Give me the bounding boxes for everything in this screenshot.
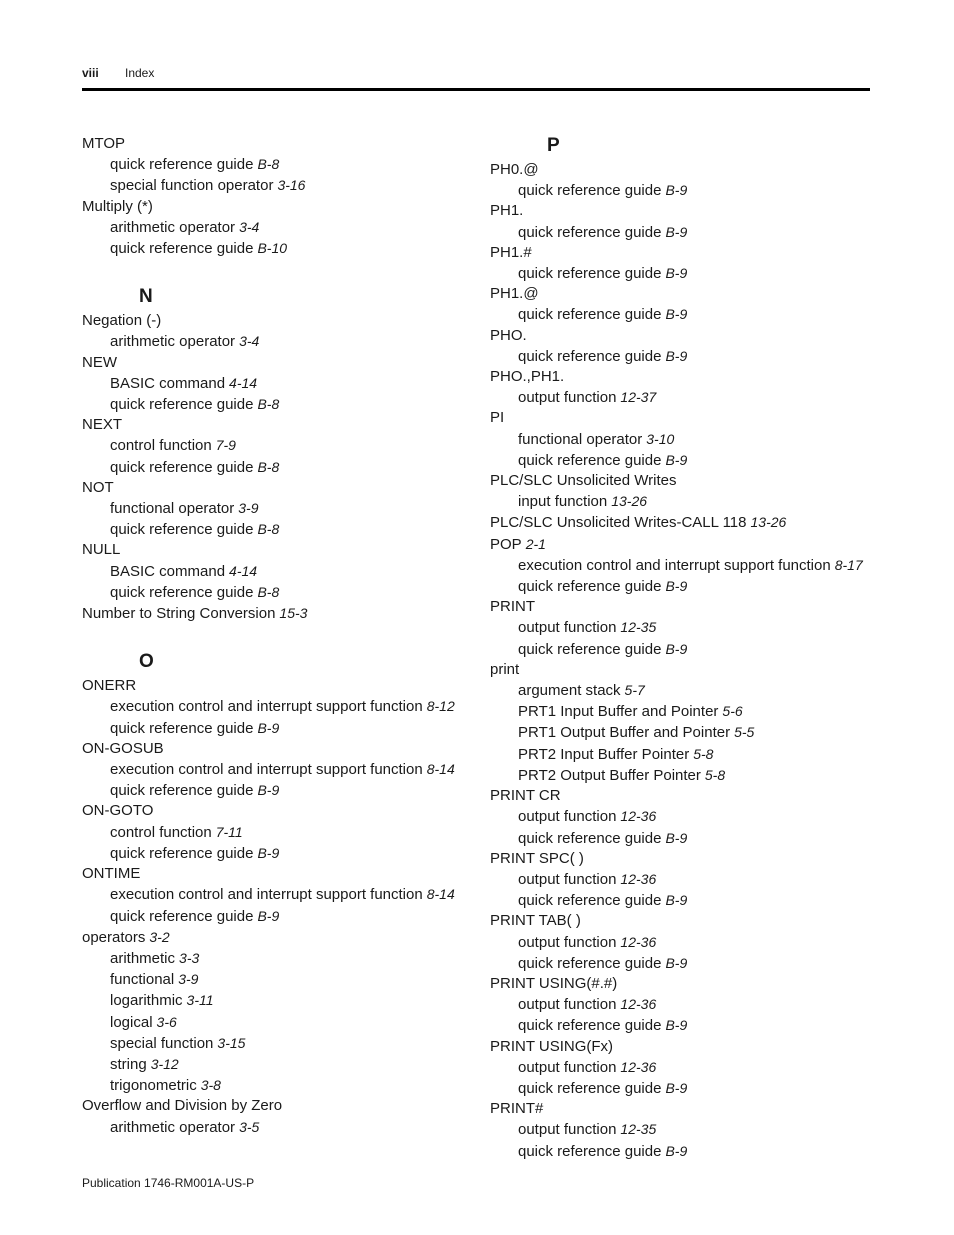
- page-reference-link[interactable]: B-8: [257, 521, 280, 538]
- page-reference-link[interactable]: 3-12: [150, 1055, 179, 1072]
- index-letter-heading: P: [547, 135, 560, 156]
- page-reference-link[interactable]: 12-36: [620, 933, 657, 950]
- index-entry: [82, 353, 482, 373]
- index-term: PRT1 Input Buffer and Pointer: [518, 703, 719, 721]
- index-entry: [490, 512, 870, 533]
- index-entry: [490, 1099, 870, 1119]
- page-reference-link[interactable]: 3-4: [239, 333, 260, 350]
- index-term: BASIC command: [110, 562, 226, 580]
- index-term: print: [490, 660, 520, 678]
- index-subentry: [82, 457, 482, 478]
- index-term: execution control and interrupt support function: [110, 886, 423, 904]
- index-entry: [490, 849, 870, 869]
- index-subentry: [490, 1141, 870, 1162]
- index-term: logical: [110, 1013, 153, 1031]
- index-term: special function operator: [110, 177, 274, 195]
- index-term: quick reference guide: [110, 719, 254, 737]
- page-reference-link[interactable]: 12-36: [620, 870, 657, 887]
- index-term: quick reference guide: [518, 640, 662, 658]
- index-subentry: [82, 822, 482, 843]
- index-term: arithmetic: [110, 949, 176, 967]
- page-reference-link[interactable]: B-9: [665, 306, 688, 323]
- index-subentry: [82, 1012, 482, 1033]
- index-entry: [82, 864, 482, 884]
- index-term: PRINT USING(Fx): [490, 1037, 614, 1055]
- page-reference-link[interactable]: B-9: [665, 954, 688, 971]
- index-term: POP: [490, 535, 522, 553]
- index-entry: [490, 408, 870, 428]
- index-entry: [82, 1096, 482, 1116]
- index-entry: [490, 160, 870, 180]
- index-term: quick reference guide: [110, 844, 254, 862]
- index-term: quick reference guide: [518, 451, 662, 469]
- index-entry: [490, 201, 870, 221]
- index-term: execution control and interrupt support function: [518, 556, 831, 574]
- index-term: ON-GOSUB: [82, 739, 164, 757]
- page-reference-link[interactable]: 5-8: [704, 766, 726, 783]
- index-term: PRINT CR: [490, 787, 561, 805]
- page-reference-link[interactable]: 3-9: [238, 500, 259, 517]
- index-term: argument stack: [518, 682, 621, 700]
- index-term: output function: [518, 933, 617, 951]
- index-term: execution control and interrupt support function: [110, 698, 423, 716]
- index-subentry: [82, 373, 482, 394]
- page-reference-link[interactable]: B-9: [665, 1142, 688, 1159]
- index-entry: [490, 284, 870, 304]
- index-term: PRINT USING(#.#): [490, 974, 618, 992]
- index-term: PRINT: [490, 598, 535, 616]
- index-term: output function: [518, 1121, 617, 1139]
- index-term: PRINT#: [490, 1100, 544, 1118]
- index-subentry: [490, 639, 870, 660]
- index-term: output function: [518, 389, 617, 407]
- index-subentry: [82, 154, 482, 175]
- page-reference-link[interactable]: 8-17: [834, 556, 863, 573]
- page-reference-link[interactable]: B-8: [257, 396, 280, 413]
- index-subentry: [82, 435, 482, 456]
- page-reference-link[interactable]: B-9: [665, 640, 688, 657]
- index-subentry: [490, 491, 870, 512]
- index-entry: [82, 801, 482, 821]
- index-term: BASIC command: [110, 374, 226, 392]
- index-term: quick reference guide: [518, 954, 662, 972]
- index-term: Multiply (*): [82, 197, 153, 215]
- index-term: functional operator: [518, 430, 643, 448]
- index-term: PH1.@: [490, 285, 539, 303]
- index-term: PLC/SLC Unsolicited Writes: [490, 472, 677, 490]
- index-term: quick reference guide: [518, 578, 662, 596]
- index-subentry: [490, 346, 870, 367]
- index-term: arithmetic operator: [110, 333, 236, 351]
- index-term: control function: [110, 437, 212, 455]
- index-entry: [82, 197, 482, 217]
- index-term: PHO.,PH1.: [490, 368, 565, 386]
- page-reference-link[interactable]: 15-3: [279, 605, 308, 622]
- index-subentry: [82, 969, 482, 990]
- page-reference-link[interactable]: 12-36: [620, 996, 657, 1013]
- page-reference-link[interactable]: B-9: [665, 265, 688, 282]
- index-term: Overflow and Division by Zero: [82, 1097, 283, 1115]
- index-subentry: [490, 576, 870, 597]
- page-reference-link[interactable]: 3-4: [239, 218, 260, 235]
- page-reference-link[interactable]: 12-36: [620, 1058, 657, 1075]
- index-entry: [82, 739, 482, 759]
- index-term: PH0.@: [490, 161, 539, 178]
- index-column-left: [82, 134, 482, 1138]
- index-term: quick reference guide: [518, 1142, 662, 1160]
- index-term: output function: [518, 996, 617, 1014]
- index-subentry: [82, 582, 482, 603]
- index-subentry: [490, 617, 870, 638]
- index-term: arithmetic operator: [110, 1118, 236, 1136]
- page-reference-link[interactable]: 12-35: [620, 619, 657, 636]
- index-term: quick reference guide: [110, 521, 254, 539]
- publication-footer: Publication 1746-RM001A-US-P: [82, 1176, 255, 1190]
- index-entry: [490, 660, 870, 680]
- page-reference-link[interactable]: B-9: [257, 907, 280, 924]
- index-term: PH1.#: [490, 243, 532, 261]
- index-term: PRT2 Input Buffer Pointer: [518, 745, 690, 763]
- index-subentry: [82, 238, 482, 259]
- page-reference-link[interactable]: B-9: [665, 829, 688, 846]
- index-subentry: [82, 1054, 482, 1075]
- section-title: Index: [125, 66, 155, 80]
- index-term: input function: [518, 493, 608, 511]
- page-reference-link[interactable]: B-10: [257, 240, 288, 257]
- index-subentry: [490, 555, 870, 576]
- page-reference-link[interactable]: 5-7: [624, 682, 645, 699]
- index-entry: [490, 1037, 870, 1057]
- page-reference-link[interactable]: B-9: [665, 223, 688, 240]
- index-entry: [82, 415, 482, 435]
- page-reference-link[interactable]: 12-37: [620, 389, 657, 406]
- page-reference-link[interactable]: 8-14: [426, 761, 455, 778]
- index-subentry: [82, 1075, 482, 1096]
- index-subentry: [82, 519, 482, 540]
- index-subentry: [490, 994, 870, 1015]
- index-subentry: [490, 304, 870, 325]
- index-term: PRT1 Output Buffer and Pointer: [518, 724, 731, 742]
- index-subentry: [82, 906, 482, 927]
- index-subentry: [490, 1015, 870, 1036]
- index-subentry: [490, 1057, 870, 1078]
- index-term: operators: [82, 928, 146, 946]
- index-subentry: [490, 222, 870, 243]
- page-number: viii: [82, 66, 99, 80]
- index-term: PRT2 Output Buffer Pointer: [518, 766, 701, 784]
- index-subentry: [490, 1119, 870, 1140]
- index-term: PH1.: [490, 202, 524, 220]
- index-term: MTOP: [82, 135, 126, 152]
- page-reference-link[interactable]: B-8: [257, 458, 280, 475]
- page-reference-link[interactable]: 3-16: [277, 177, 306, 194]
- index-term: ON-GOTO: [82, 802, 154, 820]
- index-subentry: [490, 806, 870, 827]
- index-subentry: [82, 1033, 482, 1054]
- page-reference-link[interactable]: 4-14: [229, 562, 258, 579]
- index-term: PRINT TAB( ): [490, 912, 581, 930]
- page-reference-link[interactable]: 3-15: [217, 1034, 246, 1051]
- page-reference-link[interactable]: B-9: [665, 451, 688, 468]
- page-reference-link[interactable]: 12-36: [620, 808, 657, 825]
- page-reference-link[interactable]: B-9: [665, 347, 688, 364]
- index-subentry: [490, 932, 870, 953]
- page-reference-link[interactable]: B-9: [257, 782, 280, 799]
- header-rule: [82, 88, 870, 91]
- page-reference-link[interactable]: B-9: [665, 1017, 688, 1034]
- index-subentry: [82, 884, 482, 905]
- index-subentry: [82, 696, 482, 717]
- page-reference-link[interactable]: B-8: [257, 583, 280, 600]
- index-subentry: [490, 828, 870, 849]
- index-term: ONERR: [82, 677, 137, 695]
- index-column-right: [490, 134, 870, 1162]
- index-term: NEXT: [82, 416, 123, 434]
- index-subentry: [490, 429, 870, 450]
- page-reference-link[interactable]: B-9: [257, 844, 280, 861]
- index-subentry: [82, 843, 482, 864]
- index-term: PRINT SPC( ): [490, 849, 584, 867]
- index-term: quick reference guide: [110, 458, 254, 476]
- index-term: quick reference guide: [110, 396, 254, 414]
- page-reference-link[interactable]: 4-14: [229, 374, 258, 391]
- index-entry: [82, 676, 482, 696]
- index-entry: [490, 911, 870, 931]
- index-entry: [490, 786, 870, 806]
- index-term: quick reference guide: [518, 306, 662, 324]
- index-entry: [490, 974, 870, 994]
- page-reference-link[interactable]: 5-6: [722, 703, 743, 720]
- index-term: Negation (-): [82, 312, 162, 330]
- index-subentry: [490, 1078, 870, 1099]
- page-reference-link[interactable]: 3-11: [186, 992, 214, 1009]
- index-subentry: [82, 780, 482, 801]
- index-term: string: [110, 1055, 147, 1073]
- index-term: functional: [110, 971, 175, 989]
- page-reference-link[interactable]: B-9: [665, 578, 688, 595]
- page-reference-link[interactable]: B-9: [665, 1079, 688, 1096]
- index-term: output function: [518, 619, 617, 637]
- index-term: quick reference guide: [110, 782, 254, 800]
- page-reference-link[interactable]: 3-8: [200, 1077, 221, 1094]
- index-subentry: [490, 450, 870, 471]
- index-term: PI: [490, 409, 505, 427]
- index-subentry: [490, 701, 870, 722]
- index-entry: [82, 540, 482, 560]
- index-subentry: [490, 953, 870, 974]
- index-entry: [490, 367, 870, 387]
- page-reference-link[interactable]: 3-9: [178, 971, 199, 988]
- index-term: NEW: [82, 353, 117, 371]
- page-header: [82, 66, 154, 80]
- page-reference-link[interactable]: 12-35: [620, 1121, 657, 1138]
- index-term: quick reference guide: [518, 1017, 662, 1035]
- index-subentry: [82, 331, 482, 352]
- index-term: PHO.: [490, 326, 527, 344]
- page-reference-link[interactable]: 7-9: [215, 437, 236, 454]
- index-term: output function: [518, 808, 617, 826]
- index-term: quick reference guide: [518, 1079, 662, 1097]
- index-subentry: [82, 394, 482, 415]
- index-entry: [82, 311, 482, 331]
- index-subentry: [490, 869, 870, 890]
- index-entry: [490, 326, 870, 346]
- index-subentry: [82, 1117, 482, 1138]
- page-reference-link[interactable]: B-9: [257, 719, 280, 736]
- page-reference-link[interactable]: 8-14: [426, 886, 455, 903]
- index-term: quick reference guide: [110, 583, 254, 601]
- index-subentry: [82, 948, 482, 969]
- index-subentry: [490, 180, 870, 201]
- index-subentry: [490, 765, 870, 786]
- index-term: quick reference guide: [110, 156, 254, 174]
- index-subentry: [82, 498, 482, 519]
- index-subentry: [490, 387, 870, 408]
- index-subentry: [490, 680, 870, 701]
- index-term: PLC/SLC Unsolicited Writes-CALL 118: [490, 514, 747, 532]
- index-term: quick reference guide: [518, 347, 662, 365]
- index-term: quick reference guide: [110, 240, 254, 258]
- index-term: NULL: [82, 541, 121, 559]
- page-reference-link[interactable]: 5-5: [734, 724, 755, 741]
- index-term: control function: [110, 823, 212, 841]
- index-subentry: [82, 718, 482, 739]
- index-term: quick reference guide: [518, 182, 662, 200]
- page-reference-link[interactable]: 13-26: [611, 493, 648, 510]
- index-subentry: [490, 744, 870, 765]
- index-subentry: [490, 722, 870, 743]
- index-term: output function: [518, 870, 617, 888]
- index-term: output function: [518, 1058, 617, 1076]
- index-subentry: [490, 890, 870, 911]
- page-reference-link[interactable]: 7-11: [215, 823, 243, 840]
- page-reference-link[interactable]: 3-3: [179, 949, 200, 966]
- index-subentry: [82, 217, 482, 238]
- page-reference-link[interactable]: 3-6: [156, 1013, 177, 1030]
- index-entry: [82, 927, 482, 948]
- index-subentry: [82, 990, 482, 1011]
- index-subentry: [82, 175, 482, 196]
- index-term: arithmetic operator: [110, 218, 236, 236]
- page-reference-link[interactable]: 8-12: [426, 698, 455, 715]
- index-term: quick reference guide: [518, 265, 662, 283]
- index-term: Number to String Conversion: [82, 605, 276, 623]
- index-term: special function: [110, 1034, 214, 1052]
- index-term: ONTIME: [82, 865, 141, 883]
- index-subentry: [82, 759, 482, 780]
- index-term: NOT: [82, 478, 114, 496]
- index-term: quick reference guide: [518, 892, 662, 910]
- index-term: quick reference guide: [518, 829, 662, 847]
- index-entry: [490, 534, 870, 555]
- index-entry: [490, 597, 870, 617]
- page-reference-link[interactable]: B-8: [257, 156, 280, 173]
- page-reference-link[interactable]: 5-8: [693, 745, 714, 762]
- index-entry: [82, 478, 482, 498]
- index-entry: [490, 243, 870, 263]
- index-subentry: [490, 263, 870, 284]
- page-reference-link[interactable]: 3-10: [646, 430, 675, 447]
- index-term: quick reference guide: [518, 223, 662, 241]
- page-reference-link[interactable]: 3-2: [149, 928, 170, 945]
- page-reference-link[interactable]: B-9: [665, 892, 688, 909]
- index-letter-heading: O: [139, 651, 154, 673]
- index-entry: [82, 134, 482, 154]
- page-reference-link[interactable]: 3-5: [239, 1118, 260, 1135]
- index-entry: [82, 603, 482, 624]
- index-term: functional operator: [110, 500, 235, 518]
- index-term: execution control and interrupt support function: [110, 761, 423, 779]
- index-term: trigonometric: [110, 1077, 197, 1095]
- index-letter-heading: N: [139, 286, 153, 308]
- page-reference-link[interactable]: 2-1: [525, 535, 546, 552]
- index-entry: [490, 471, 870, 491]
- index-subentry: [82, 561, 482, 582]
- page-reference-link[interactable]: 13-26: [750, 514, 787, 531]
- index-term: quick reference guide: [110, 907, 254, 925]
- index-term: logarithmic: [110, 992, 183, 1010]
- page-reference-link[interactable]: B-9: [665, 182, 688, 199]
